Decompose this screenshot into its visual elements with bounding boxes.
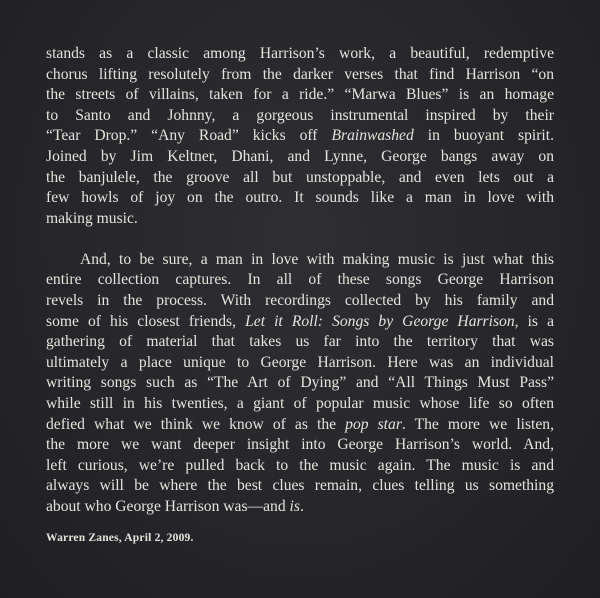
text-line: chorus lifting resolutely from the darker verses that find Harrison “on [46,65,554,83]
text-line: making music. [46,209,138,227]
text-line: And, to be sure, a man in love with making music is just what this [80,250,554,268]
text-line: some of his closest friends, Let it Roll: Songs by George Harrison, is a [46,312,554,330]
text-line: gathering of material that takes us far into the territory that was [46,333,554,351]
text-line: defied what we think we know of as the pop star. The more we listen, [46,415,554,433]
text-line: Joined by Jim Keltner, Dhani, and Lynne, George bangs away on [46,147,554,165]
text-line: stands as a classic among Harrison’s work, a beautiful, redemptive [46,45,554,62]
text-line: the banjulele, the groove all but unstoppable, and even lets out a [46,168,554,186]
text-line: ultimately a place unique to George Harrison. Here was an individual [46,353,554,371]
text-line: the more we want deeper insight into George Harrison’s world. And, [46,436,554,454]
text-line: “Tear Drop.” “Any Road” kicks off Brainwashed in buoyant spirit. [46,127,554,145]
text-line: revels in the process. With recordings collected by his family and [46,292,554,310]
text-line: the streets of villains, taken for a ride.” “Marwa Blues” is an homage [46,86,554,104]
paragraph-2 [46,250,554,518]
text-line: left curious, we’re pulled back to the music again. The music is and [46,456,554,474]
text-line: about who George Harrison was—and is. [46,497,304,515]
text-line: always will be where the best clues remain, clues telling us something [46,477,554,495]
text-line: writing songs such as “The Art of Dying” and “All Things Must Pass” [46,374,554,392]
paragraph-gap [46,229,554,250]
text-line: to Santo and Johnny, a gorgeous instrumental inspired by their [46,106,554,124]
essay-body [46,44,554,518]
text-line: entire collection captures. In all of these songs George Harrison [46,271,554,289]
text-line: while still in his twenties, a giant of popular music whose life so often [46,395,554,412]
text-line: few howls of joy on the outro. It sounds like a man in love with [46,189,554,207]
author-signature: Warren Zanes, April 2, 2009. [46,532,194,544]
paragraph-1 [46,44,554,229]
